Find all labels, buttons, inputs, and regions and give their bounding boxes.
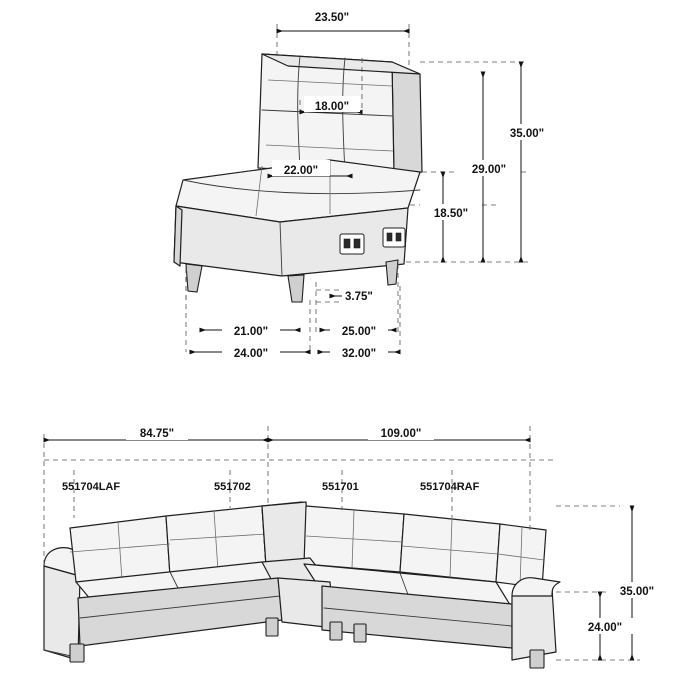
dim-base-depth: 32.00" [341, 348, 377, 360]
leg-front [288, 275, 304, 302]
part-armless-label: 551702 [214, 481, 251, 493]
dim-side-depth-upper: 25.00" [341, 326, 377, 338]
dim-top-width: 23.50" [314, 12, 350, 24]
dim-leg-height: 3.75" [345, 291, 373, 303]
dim-back-cushion-width: 18.00" [314, 101, 350, 113]
leg-right [386, 260, 398, 285]
dim-overall-height: 35.00" [509, 128, 545, 140]
dim-seat-depth: 22.00" [283, 165, 319, 177]
dim-left-section-width: 84.75" [139, 428, 175, 440]
dim-arm-height: 24.00" [587, 622, 623, 634]
leg-left [186, 264, 202, 292]
dim-right-section-width: 109.00" [380, 428, 422, 440]
dim-assembly-height: 35.00" [619, 586, 655, 598]
part-corner-label: 551701 [322, 481, 359, 493]
dim-seat-front-width: 21.00" [233, 326, 269, 338]
armless-chair-illustration [174, 54, 422, 302]
part-number-labels [62, 481, 480, 493]
part-laf-label: 551704LAF [62, 481, 121, 493]
dim-base-width: 24.00" [233, 348, 269, 360]
dim-seat-height: 18.50" [433, 208, 469, 220]
part-raf-label: 551704RAF [420, 481, 480, 493]
dim-back-height: 29.00" [471, 164, 507, 176]
sectional-illustration [44, 502, 560, 668]
